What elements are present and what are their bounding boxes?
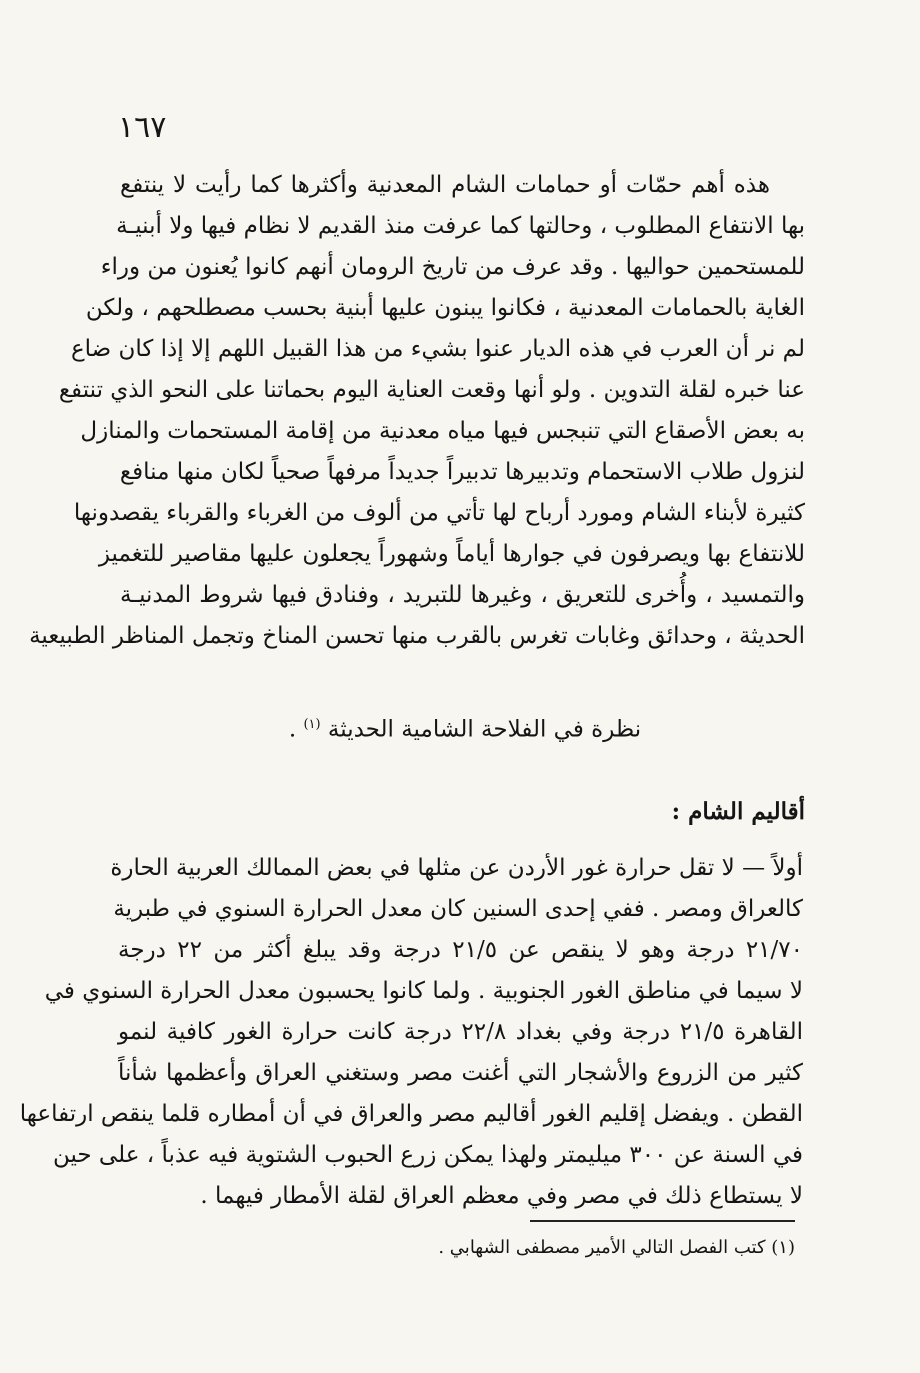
text-line: لم نر أن العرب في هذه الديار عنوا بشيء من هذا القبيل اللهم إلا إذا كان ضاع bbox=[70, 336, 805, 362]
footnote: (١) كتب الفصل التالي الأمير مصطفى الشهابي . bbox=[438, 1237, 795, 1258]
text-line: والتمسيد ، وأُخرى للتعريق ، وغيرها للتبريد ، وفنادق فيها شروط المدنيـة bbox=[120, 582, 805, 608]
section-title-text: نظرة في الفلاحة الشامية الحديثة bbox=[327, 716, 642, 743]
subheading-regions: أقاليم الشام : bbox=[671, 798, 805, 825]
text-line: كثير من الزروع والأشجار التي أغنت مصر وستغني العراق وأعظمها شأناً bbox=[118, 1060, 803, 1086]
text-line: ٢١/٧٠ درجة وهو لا ينقص عن ٢١/٥ درجة وقد يبلغ أكثر من ٢٢ درجة bbox=[118, 937, 803, 963]
text-line: للمستحمين حواليها . وقد عرف من تاريخ الرومان أنهم كانوا يُعنون من وراء bbox=[100, 254, 805, 280]
text-line: أولاً — لا تقل حرارة غور الأردن عن مثلها في بعض الممالك العربية الحارة bbox=[110, 855, 803, 881]
text-line: الحديثة ، وحدائق وغابات تغرس بالقرب منها تحسن المناخ وتجمل المناظر الطبيعية bbox=[29, 623, 805, 649]
page-number: ١٦٧ bbox=[118, 110, 167, 145]
footnote-divider bbox=[530, 1220, 795, 1222]
text-line: هذه أهم حمّات أو حمامات الشام المعدنية وأكثرها كما رأيت لا ينتفع bbox=[120, 172, 770, 198]
text-line: الغاية بالحمامات المعدنية ، فكانوا يبنون عليها أبنية بحسب مصطلحهم ، ولكن bbox=[85, 295, 805, 321]
text-line: في السنة عن ٣٠٠ ميليمتر ولهذا يمكن زرع الحبوب الشتوية فيه عذباً ، على حين bbox=[52, 1142, 803, 1168]
text-line: كالعراق ومصر . ففي إحدى السنين كان معدل الحرارة السنوي في طبرية bbox=[113, 896, 803, 922]
section-title bbox=[250, 705, 680, 750]
text-line: به بعض الأصقاع التي تنبجس فيها مياه معدنية من إقامة المستحمات والمنازل bbox=[80, 418, 805, 444]
footnote-reference: (١) bbox=[303, 717, 321, 732]
section-title-period: . bbox=[288, 716, 297, 743]
text-line: القطن . ويفضل إقليم الغور أقاليم مصر والعراق في أن أمطاره قلما ينقص ارتفاعها bbox=[19, 1101, 803, 1127]
text-line: للانتفاع بها ويصرفون في جوارها أياماً وشهوراً يجعلون عليها مقاصير للتغميز bbox=[98, 541, 805, 567]
text-line: كثيرة لأبناء الشام ومورد أرباح لها تأتي من ألوف من الغرباء والقرباء يقصدونها bbox=[73, 500, 805, 526]
text-line: عنا خبره لقلة التدوين . ولو أنها وقعت العناية اليوم بحماتنا على النحو الذي تنتفع bbox=[58, 377, 805, 403]
text-line: بها الانتفاع المطلوب ، وحالتها كما عرفت منذ القديم لا نظام فيها ولا أبنيـة bbox=[116, 213, 805, 239]
text-line: لنزول طلاب الاستحمام وتدبيرها تدبيراً جديداً مرفهاً صحياً لكان منها منافع bbox=[119, 459, 805, 485]
text-line: لا يستطاع ذلك في مصر وفي معظم العراق لقلة الأمطار فيهما . bbox=[200, 1183, 803, 1209]
text-line: القاهرة ٢١/٥ درجة وفي بغداد ٢٢/٨ درجة كانت حرارة الغور كافية لنمو bbox=[118, 1019, 803, 1045]
text-line: لا سيما في مناطق الغور الجنوبية . ولما كانوا يحسبون معدل الحرارة السنوي في bbox=[44, 978, 803, 1004]
